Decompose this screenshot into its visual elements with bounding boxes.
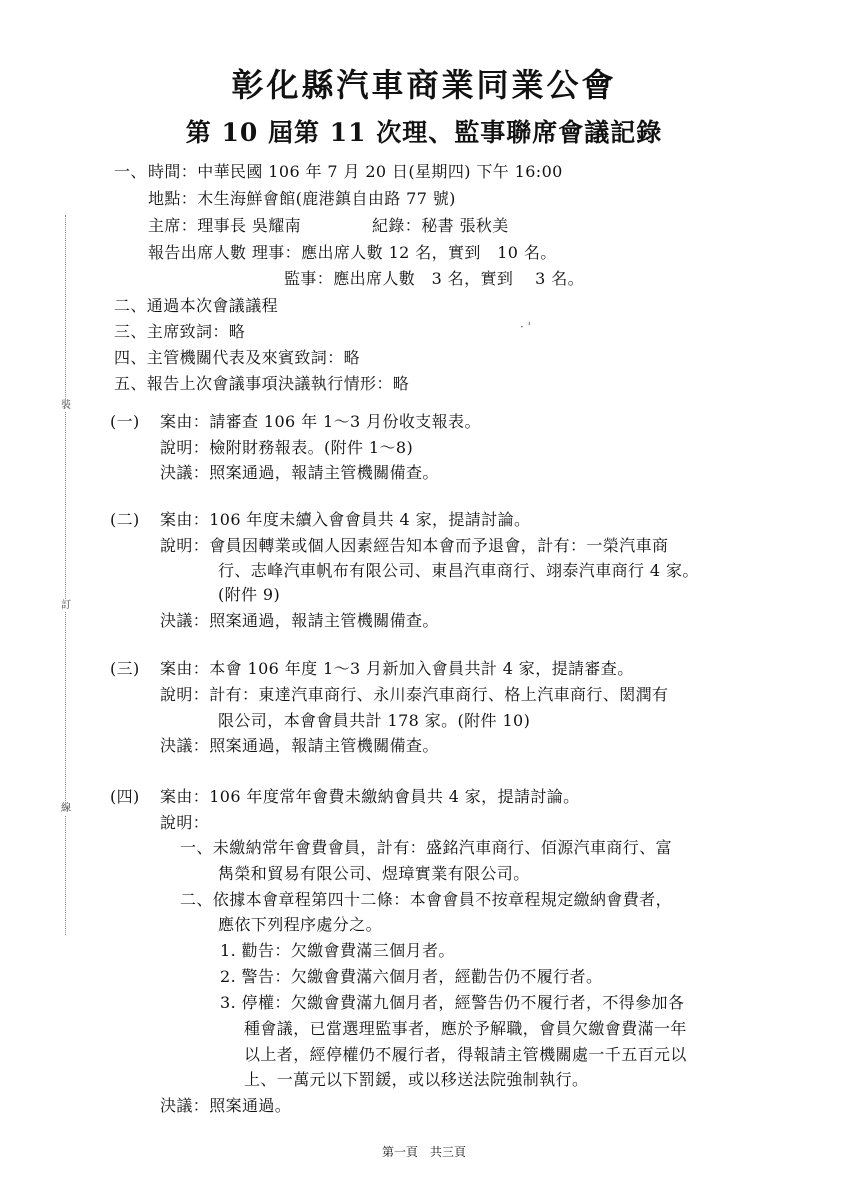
motion-4-item-2-line-2: 應依下列程序處分之。 (218, 915, 383, 934)
motion-2-case: 案由：106 年度未續入會會員共 4 家，提請討論。 (160, 510, 531, 529)
section-4: 四、主管機關代表及來賓致詞：略 (114, 348, 361, 367)
motion-3-explain-line-2: 限公司，本會會員共計 178 家。(附件 10) (218, 711, 531, 730)
meeting-chair: 主席：理事長 吳耀南 (148, 216, 302, 235)
penalty-caution: 2. 警告：欠繳會費滿六個月者，經勸告仍不履行者。 (220, 967, 603, 986)
motion-2-resolution: 決議：照案通過，報請主管機關備查。 (160, 611, 439, 630)
motion-2-explain-line-2: 行、志峰汽車帆布有限公司、東昌汽車商行、翊泰汽車商行 4 家。 (218, 561, 699, 580)
motion-4-resolution: 決議：照案通過。 (160, 1096, 292, 1115)
meeting-recorder: 紀錄：秘書 張秋美 (372, 216, 509, 235)
motion-4-number: (四) (110, 787, 140, 806)
meeting-place: 地點：木生海鮮會館(鹿港鎮自由路 77 號) (148, 189, 456, 208)
motion-1-case: 案由：請審查 106 年 1～3 月份收支報表。 (160, 412, 481, 431)
motion-4-item-1-line-2: 雋榮和貿易有限公司、煜璋實業有限公司。 (218, 864, 530, 883)
meeting-title: 第 10 屆第 11 次理、監事聯席會議記錄 (185, 118, 663, 147)
penalty-suspension-line-4: 上、一萬元以下罰鍰，或以移送法院強制執行。 (244, 1070, 589, 1089)
scan-speck: · ' (520, 320, 531, 334)
meeting-time: 時間：中華民國 106 年 7 月 20 日(星期四) 下午 16:00 (148, 162, 563, 181)
section-1-number: 一、 (114, 162, 147, 181)
binding-mark-zhuang: 裝 (61, 400, 71, 411)
motion-4-item-1-line-1: 一、未繳納常年會費會員，計有：盛銘汽車商行、佰源汽車商行、富 (180, 838, 673, 857)
penalty-suspension-line-2: 種會議，已當選理監事者，應於予解職，會員欠繳會費滿一年 (244, 1019, 687, 1038)
binding-mark-xian: 線 (61, 803, 71, 814)
org-title: 彰化縣汽車商業同業公會 (231, 66, 617, 104)
motion-2-explain-line-3: (附件 9) (218, 585, 281, 604)
penalty-suspension-line-1: 3. 停權：欠繳會費滿九個月者，經警告仍不履行者，不得參加各 (220, 993, 685, 1012)
penalty-suspension-line-3: 以上者，經停權仍不履行者，得報請主管機關處一千五百元以 (244, 1045, 687, 1064)
motion-4-item-2-line-1: 二、依據本會章程第四十二條：本會會員不按章程規定繳納會費者， (180, 890, 673, 909)
attendance-directors: 報告出席人數 理事：應出席人數 12 名，實到 10 名。 (148, 243, 557, 262)
motion-4-case: 案由：106 年度常年會費未繳納會員共 4 家，提請討論。 (160, 787, 580, 806)
binding-line (65, 215, 66, 935)
motion-3-number: (三) (110, 659, 140, 678)
section-5: 五、報告上次會議事項決議執行情形：略 (114, 374, 410, 393)
section-2: 二、通過本次會議議程 (114, 296, 279, 315)
motion-3-case: 案由：本會 106 年度 1～3 月新加入會員共計 4 家，提請審查。 (160, 659, 634, 678)
attendance-supervisors: 監事：應出席人數 3 名，實到 3 名。 (284, 269, 585, 288)
motion-3-explain-line-1: 說明：計有：東達汽車商行、永川泰汽車商行、格上汽車商行、閎潤有 (160, 685, 669, 704)
motion-3-resolution: 決議：照案通過，報請主管機關備查。 (160, 736, 439, 755)
penalty-warning: 1. 勸告：欠繳會費滿三個月者。 (220, 941, 455, 960)
section-3: 三、主席致詞：略 (114, 322, 246, 341)
motion-1-number: (一) (110, 412, 140, 431)
motion-1-resolution: 決議：照案通過，報請主管機關備查。 (160, 463, 439, 482)
binding-mark-ding: 訂 (61, 600, 71, 611)
motion-2-explain-line-1: 說明：會員因轉業或個人因素經告知本會而予退會，計有：一榮汽車商 (160, 536, 669, 555)
motion-2-number: (二) (110, 510, 140, 529)
motion-1-explain: 說明：檢附財務報表。(附件 1～8) (160, 438, 414, 457)
motion-4-explain-label: 說明： (160, 813, 210, 832)
page-number: 第一頁 共三頁 (381, 1145, 466, 1159)
